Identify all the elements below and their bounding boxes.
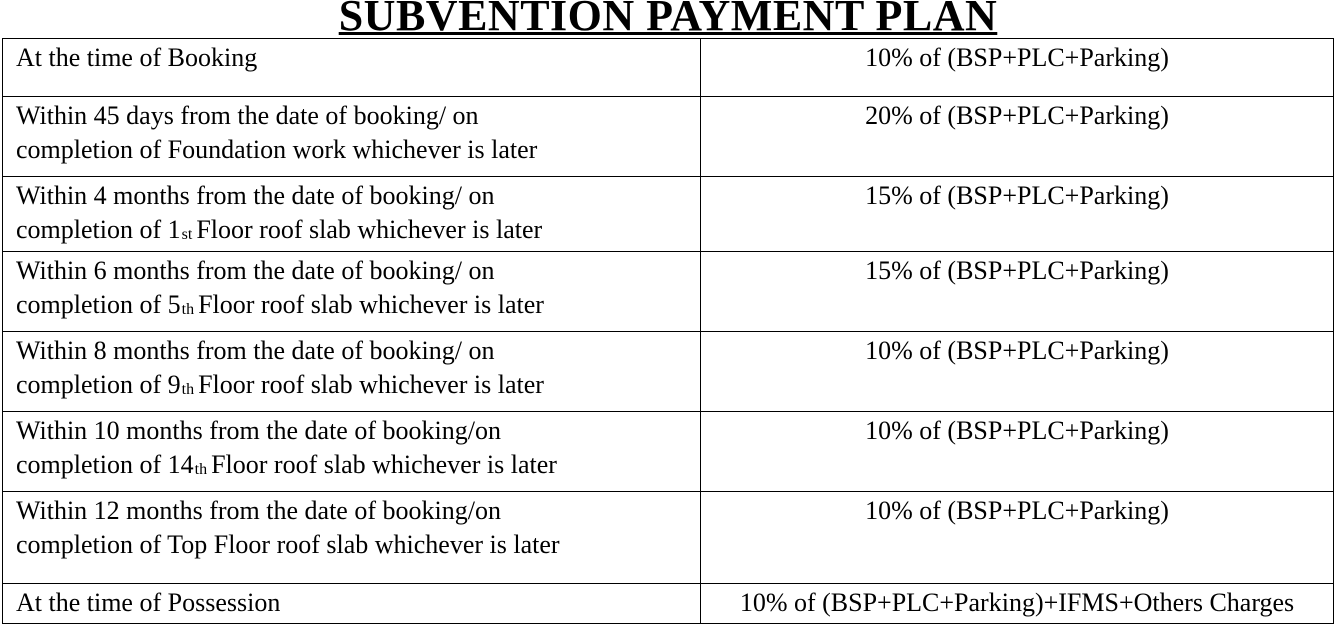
amount-cell xyxy=(701,584,1334,624)
amount-cell xyxy=(701,252,1334,332)
table-row xyxy=(3,97,1334,177)
stage-line-1: Within 10 months from the date of booking/on xyxy=(16,416,501,445)
table-row xyxy=(3,492,1334,584)
stage-line-2: completion of Top Floor roof slab whichever is later xyxy=(16,530,560,559)
stage-line-1: Within 45 days from the date of booking/ on xyxy=(16,101,479,130)
stage-line-2: completion of 14 xyxy=(16,450,194,479)
stage-line-1: Within 12 months from the date of booking/on xyxy=(16,496,501,525)
stage-line-1: At the time of Booking xyxy=(16,43,258,72)
amount-text: 10% of (BSP+PLC+Parking) xyxy=(865,496,1169,525)
table-row xyxy=(3,177,1334,252)
stage-cell xyxy=(3,584,701,624)
stage-line-2: completion of 1 xyxy=(16,215,181,244)
stage-line-2-rest: Floor roof slab whichever is later xyxy=(196,215,543,244)
amount-text: 20% of (BSP+PLC+Parking) xyxy=(865,101,1169,130)
table-row xyxy=(3,332,1334,412)
stage-cell xyxy=(3,97,701,177)
table-row xyxy=(3,39,1334,97)
table-row xyxy=(3,584,1334,624)
table-row xyxy=(3,252,1334,332)
amount-cell xyxy=(701,177,1334,252)
stage-line-1: Within 8 months from the date of booking/ on xyxy=(16,336,495,365)
amount-cell xyxy=(701,97,1334,177)
stage-line-2-rest: Floor roof slab whichever is later xyxy=(198,370,544,399)
ordinal-suffix: th xyxy=(181,301,195,318)
amount-text: 10% of (BSP+PLC+Parking)+IFMS+Others Charges xyxy=(739,588,1295,617)
table-row xyxy=(3,412,1334,492)
stage-line-2: completion of 5 xyxy=(16,290,181,319)
stage-cell xyxy=(3,492,701,584)
amount-cell xyxy=(701,39,1334,97)
stage-line-2-rest: Floor roof slab whichever is later xyxy=(198,290,544,319)
amount-cell xyxy=(701,332,1334,412)
payment-plan-table xyxy=(2,38,1334,624)
amount-text: 15% of (BSP+PLC+Parking) xyxy=(865,256,1169,285)
amount-cell xyxy=(701,412,1334,492)
stage-line-2-rest: Floor roof slab whichever is later xyxy=(211,450,557,479)
amount-text: 15% of (BSP+PLC+Parking) xyxy=(865,181,1169,210)
stage-line-1: Within 6 months from the date of booking/ on xyxy=(16,256,495,285)
stage-line-2: completion of 9 xyxy=(16,370,181,399)
stage-cell xyxy=(3,177,701,252)
stage-line-1: At the time of Possession xyxy=(16,588,281,617)
stage-cell xyxy=(3,252,701,332)
ordinal-suffix: th xyxy=(194,461,208,478)
stage-line-1: Within 4 months from the date of booking/ on xyxy=(16,181,495,210)
stage-cell xyxy=(3,412,701,492)
amount-text: 10% of (BSP+PLC+Parking) xyxy=(865,416,1169,445)
ordinal-suffix: st xyxy=(181,226,193,243)
stage-cell xyxy=(3,39,701,97)
amount-text: 10% of (BSP+PLC+Parking) xyxy=(865,336,1169,365)
stage-cell xyxy=(3,332,701,412)
page-title: SUBVENTION PAYMENT PLAN xyxy=(338,0,998,40)
stage-line-2: completion of Foundation work whichever is later xyxy=(16,135,538,164)
ordinal-suffix: th xyxy=(181,381,195,398)
amount-text: 10% of (BSP+PLC+Parking) xyxy=(865,43,1169,72)
amount-cell xyxy=(701,492,1334,584)
